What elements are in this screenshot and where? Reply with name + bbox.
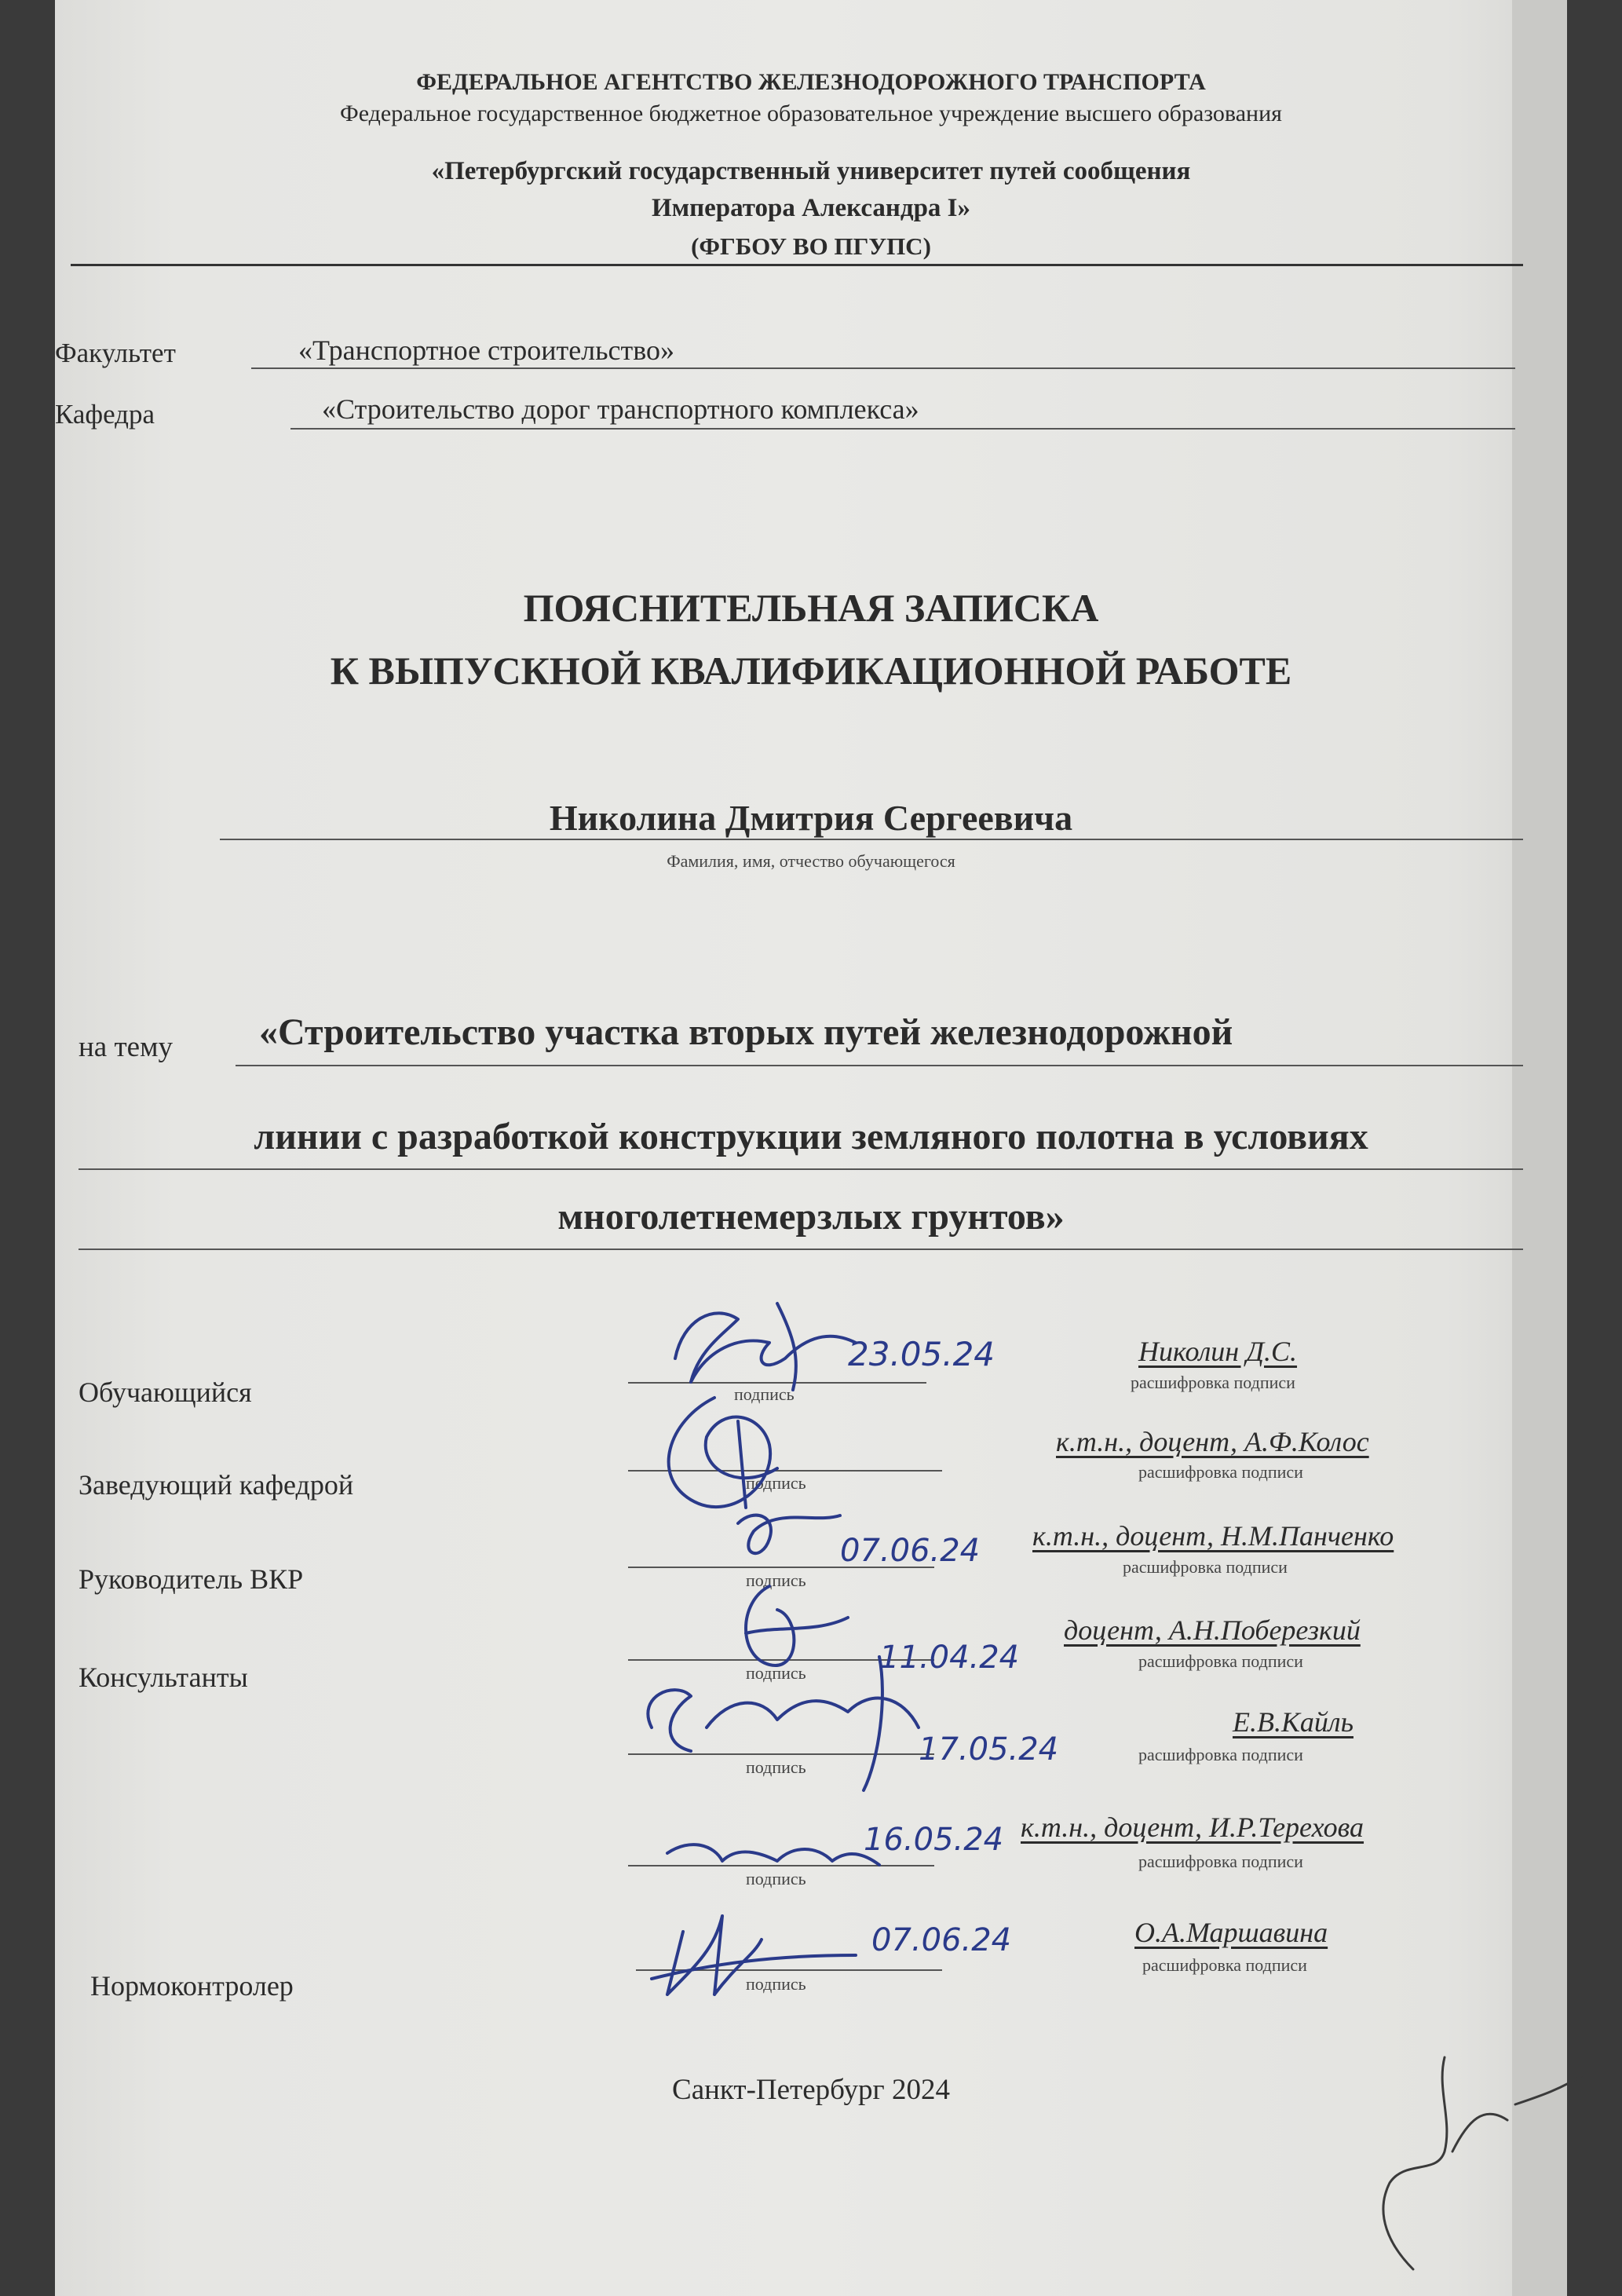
topic-line3: многолетнемерзлых грунтов» <box>557 1196 1065 1238</box>
topic-rule1 <box>236 1065 1523 1066</box>
faculty-value: «Транспортное строительство» <box>298 335 675 366</box>
department-label: Кафедра <box>55 399 155 430</box>
role-supervisor: Руководитель ВКР <box>79 1563 304 1595</box>
university-name-line1: «Петербургский государственный университет путей сообщения <box>431 157 1191 185</box>
decoding-norm-controller: О.А.Маршавина <box>1134 1917 1328 1948</box>
signature-caption: подпись <box>746 1570 806 1590</box>
signature-caption: подпись <box>746 1757 806 1777</box>
topic-label: на тему <box>79 1031 173 1063</box>
student-rule <box>220 839 1523 840</box>
institution-type: Федеральное государственное бюджетное образовательное учреждение высшего образования <box>340 101 1282 126</box>
decoding-student: Николин Д.С. <box>1138 1336 1298 1367</box>
handwritten-date: 16.05.24 <box>864 1822 1004 1858</box>
decoding-caption: расшифровка подписи <box>1138 1745 1303 1764</box>
student-caption: Фамилия, имя, отчество обучающегося <box>667 851 955 871</box>
decoding-head-of-department: к.т.н., доцент, А.Ф.Колос <box>1056 1426 1369 1457</box>
student-name: Николина Дмитрия Сергеевича <box>549 798 1073 838</box>
signature-caption: подпись <box>734 1384 795 1404</box>
decoding-consultant-2: Е.В.Кайль <box>1233 1706 1353 1738</box>
university-abbr: (ФГБОУ ВО ПГУПС) <box>691 232 931 260</box>
decoding-consultant-3: к.т.н., доцент, И.Р.Терехова <box>1021 1812 1364 1843</box>
decoding-caption: расшифровка подписи <box>1138 1651 1303 1671</box>
handwritten-signatures <box>620 1288 1622 2293</box>
university-name-line2: Императора Александра I» <box>651 194 971 222</box>
role-norm-controller: Нормоконтролер <box>90 1970 294 2002</box>
role-student: Обучающийся <box>79 1377 252 1408</box>
faculty-label: Факультет <box>55 338 176 368</box>
handwritten-date: 17.05.24 <box>919 1731 1059 1768</box>
signature-caption: подпись <box>746 1869 806 1888</box>
topic-line1: «Строительство участка вторых путей железнодорожной <box>259 1011 1233 1053</box>
decoding-caption: расшифровка подписи <box>1142 1955 1307 1975</box>
handwritten-date: 07.06.24 <box>871 1922 1012 1958</box>
handwritten-date: 23.05.24 <box>848 1335 995 1373</box>
decoding-caption: расшифровка подписи <box>1138 1462 1303 1482</box>
signature-caption: подпись <box>746 1663 806 1683</box>
role-head-of-department: Заведующий кафедрой <box>79 1469 354 1501</box>
department-value: «Строительство дорог транспортного комплекса» <box>322 393 919 425</box>
decoding-caption: расшифровка подписи <box>1138 1852 1303 1871</box>
decoding-consultant-1: доцент, А.Н.Поберезкий <box>1064 1614 1361 1646</box>
handwritten-date: 07.06.24 <box>840 1533 981 1569</box>
faculty-rule <box>251 367 1515 369</box>
signature-caption: подпись <box>746 1473 806 1493</box>
signature-caption: подпись <box>746 1974 806 1994</box>
document-title-line2: К ВЫПУСКНОЙ КВАЛИФИКАЦИОННОЙ РАБОТЕ <box>330 649 1292 693</box>
decoding-caption: расшифровка подписи <box>1123 1557 1288 1577</box>
document-title-line1: ПОЯСНИТЕЛЬНАЯ ЗАПИСКА <box>523 586 1099 630</box>
topic-rule3 <box>79 1249 1523 1250</box>
topic-rule2 <box>79 1168 1523 1170</box>
header-rule <box>71 264 1523 266</box>
topic-line2: линии с разработкой конструкции земляного полотна в условиях <box>254 1116 1368 1157</box>
role-consultants: Консультанты <box>79 1662 248 1693</box>
department-rule <box>290 428 1515 430</box>
city-year: Санкт-Петербург 2024 <box>672 2074 950 2106</box>
handwritten-date: 11.04.24 <box>879 1640 1020 1676</box>
document-page <box>55 0 1567 2296</box>
decoding-supervisor: к.т.н., доцент, Н.М.Панченко <box>1032 1520 1394 1552</box>
decoding-caption: расшифровка подписи <box>1131 1373 1295 1392</box>
agency-name: ФЕДЕРАЛЬНОЕ АГЕНТСТВО ЖЕЛЕЗНОДОРОЖНОГО ТРАНСПОРТА <box>416 69 1206 95</box>
